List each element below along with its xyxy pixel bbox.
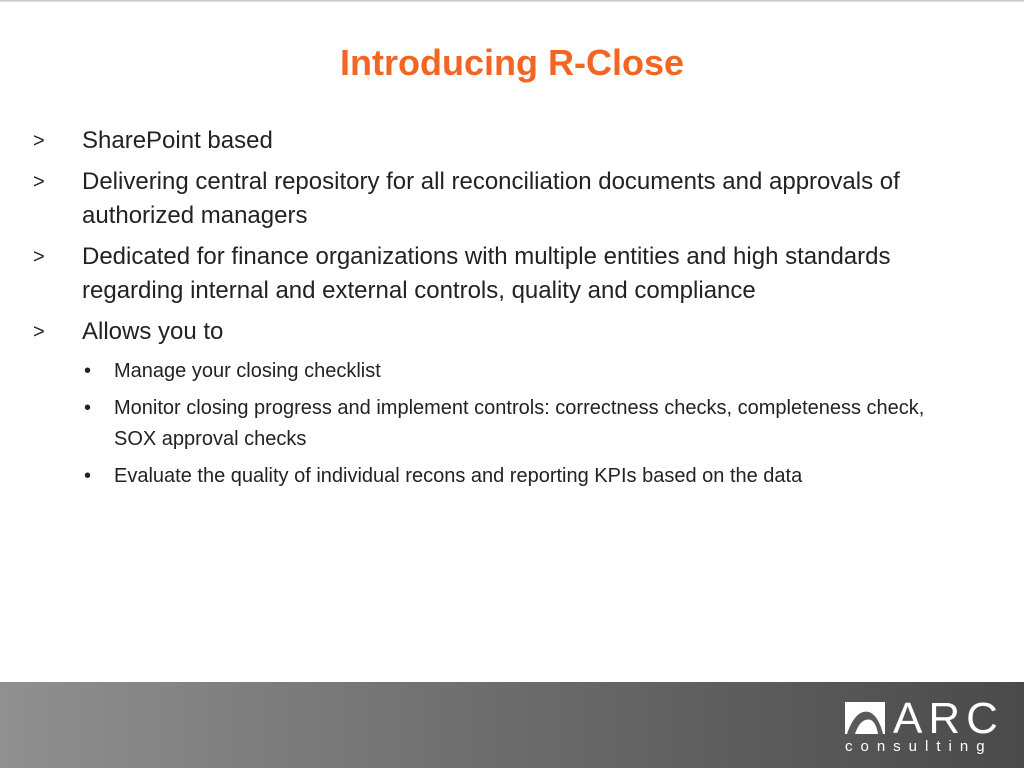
arc-consulting-logo [845,694,1005,760]
logo-tagline: consulting [845,738,993,755]
bullet-list [33,124,963,498]
sub-bullet-item [33,356,963,387]
dot-marker: • [84,360,92,382]
sub-bullet-item [33,461,963,492]
bullet-item [33,315,963,349]
sub-bullet-text: Manage your closing checklist [114,360,381,382]
chevron-marker: > [33,130,45,152]
bullet-text: Delivering central repository for all reconciliation documents and approvals of authorized managers [82,168,900,229]
chevron-marker: > [33,321,45,343]
dot-marker: • [84,397,92,419]
footer-bar [0,682,1024,768]
dot-marker: • [84,465,92,487]
arc-mountain-icon [845,702,885,734]
sub-bullet-text: Evaluate the quality of individual recons and reporting KPIs based on the data [114,465,803,487]
bullet-text: SharePoint based [82,127,273,154]
bullet-text: Allows you to [82,318,224,345]
chevron-marker: > [33,246,45,268]
sub-bullet-item [33,393,963,455]
chevron-marker: > [33,171,45,193]
bullet-item [33,124,963,158]
slide-title: Introducing R-Close [340,42,684,83]
top-divider [0,0,1024,2]
sub-bullet-text: Monitor closing progress and implement controls: correctness checks, completeness check, SOX approval checks [114,397,925,450]
bullet-item [33,165,963,233]
logo-wordmark: ARC [893,694,1004,743]
bullet-item [33,240,963,308]
bullet-text: Dedicated for finance organizations with multiple entities and high standards regarding internal and external controls, quality and compliance [82,243,891,304]
